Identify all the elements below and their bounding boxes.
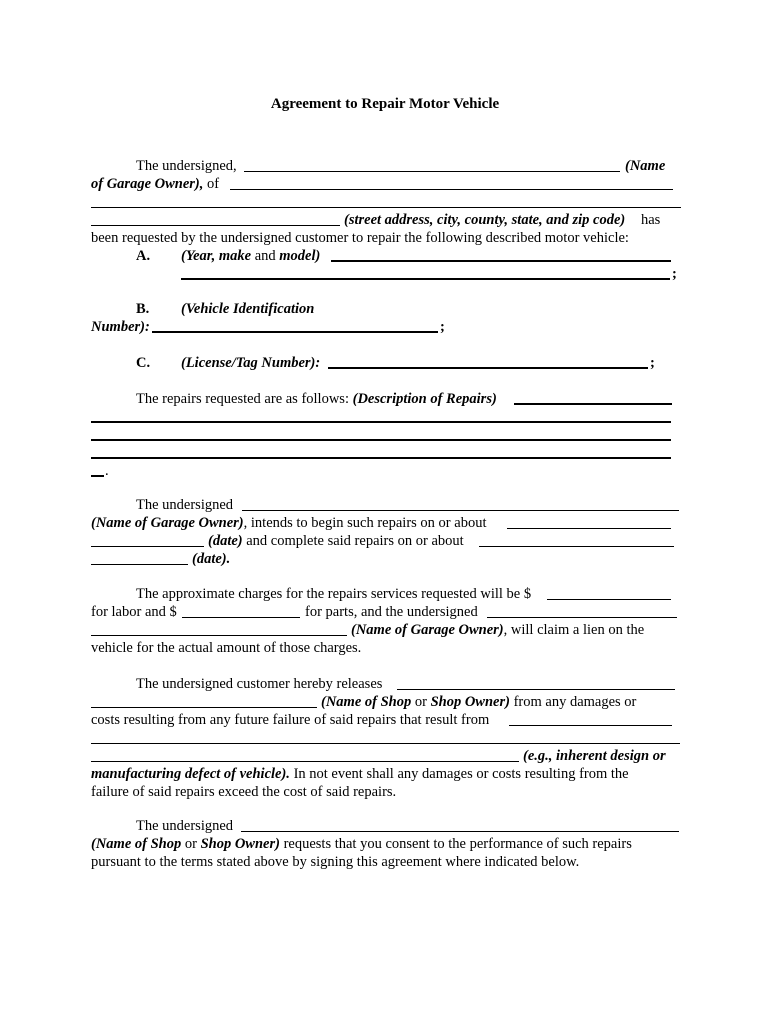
repairs-blank-5[interactable] [91,475,104,477]
dates-paragraph [91,496,681,568]
failure-text: failure of said repairs exceed the cost of said repairs. [91,784,397,800]
dates-owner-blank[interactable] [242,510,679,511]
dates-lead: The undersigned [136,497,234,513]
parts-amount-blank[interactable] [182,617,300,618]
undersigned-text: The undersigned, [136,158,237,174]
requests-text: requests that you consent to the performance of such repairs [283,836,632,852]
charges-owner-blank-1[interactable] [487,617,677,618]
year-make-model-blank-1[interactable] [331,260,671,262]
charges-owner-label: (Name of Garage Owner) [351,622,504,638]
claim-text: , will claim a lien on the [503,622,645,638]
charges-lead: The approximate charges for the repairs services requested will be $ [136,586,532,602]
costs-text: costs resulting from any future failure of said repairs that result from [91,712,490,728]
garage-owner-paragraph [91,157,681,283]
garage-address-blank-2[interactable] [91,207,681,208]
repairs-blank-1[interactable] [514,403,672,405]
failure-cause-blank-1[interactable] [509,725,672,726]
license-item [91,354,681,372]
garage-address-blank-1[interactable] [230,189,673,190]
complete-date-blank-2[interactable] [91,564,188,565]
model-label: model) [279,248,321,264]
consent-shop-blank[interactable] [241,831,679,832]
release-shop-blank-2[interactable] [91,707,317,708]
request-text: been requested by the undersigned customer to repair the following described motor vehicle: [91,230,629,246]
consent-shop-label: (Name of Shop [91,836,182,852]
repairs-paragraph [91,390,681,480]
consent-lead: The undersigned [136,818,234,834]
release-shop-label: (Name of Shop [321,694,412,710]
consent-paragraph [91,817,681,871]
garage-address-blank-3[interactable] [91,225,340,226]
defect-label: manufacturing defect of vehicle). [91,766,290,782]
eg-label: (e.g., inherent design or [523,748,666,764]
document-title: Agreement to Repair Motor Vehicle [270,96,500,112]
date-label-1: (date) [208,533,243,549]
intends-text: , intends to begin such repairs on or about [243,515,487,531]
pursuant-text: pursuant to the terms stated above by signing this agreement where indicated below. [91,854,580,870]
release-shop-blank-1[interactable] [397,689,675,690]
complete-date-blank-1[interactable] [479,546,674,547]
year-make-label: (Year, make [181,248,252,264]
repairs-blank-3[interactable] [91,439,671,441]
labor-amount-blank[interactable] [547,599,671,600]
vin-label-2: Number): [91,319,150,335]
item-a-letter: A. [136,248,151,264]
repairs-lead: The repairs requested are as follows: [136,391,349,407]
from-damages-text: from any damages or [513,694,637,710]
license-blank[interactable] [328,367,648,369]
repairs-end: . [105,463,109,479]
release-lead: The undersigned customer hereby releases [136,676,383,692]
name-label: (Name [625,158,666,174]
repairs-blank-4[interactable] [91,457,671,459]
release-shop-owner-label: Shop Owner) [430,694,510,710]
dates-owner-label: (Name of Garage Owner) [91,515,244,531]
item-c-letter: C. [136,355,151,371]
address-label: (street address, city, county, state, and zip code) [344,212,626,228]
consent-or-text: or [184,836,197,852]
garage-owner-label: of Garage Owner), [91,176,204,192]
description-label: (Description of Repairs) [352,391,497,407]
charges-paragraph [91,585,681,657]
item-b-end: ; [440,319,445,335]
begin-date-blank-1[interactable] [507,528,671,529]
item-b-letter: B. [136,301,150,317]
garage-owner-name-blank[interactable] [244,171,620,172]
failure-cause-blank-2[interactable] [91,743,680,744]
license-label: (License/Tag Number): [181,355,321,371]
parts-text: for parts, and the undersigned [305,604,478,620]
release-or-text: or [414,694,427,710]
of-text: of [207,176,220,192]
date-label-2: (date). [192,551,231,567]
item-a-end: ; [672,266,677,282]
has-text: has [641,212,661,228]
repairs-blank-2[interactable] [91,421,671,423]
vin-blank[interactable] [152,331,438,333]
labor-text: for labor and $ [91,604,177,620]
in-not-text: In not event shall any damages or costs resulting from the [293,766,629,782]
release-paragraph [91,675,681,801]
vin-item [91,300,681,336]
failure-cause-blank-3[interactable] [91,761,519,762]
year-make-model-blank-2[interactable] [181,278,670,280]
vehicle-text: vehicle for the actual amount of those charges. [91,640,362,656]
consent-shop-owner-label: Shop Owner) [200,836,280,852]
charges-owner-blank-2[interactable] [91,635,347,636]
and-text: and [254,248,276,264]
item-c-end: ; [650,355,655,371]
begin-date-blank-2[interactable] [91,546,204,547]
vin-label-1: (Vehicle Identification [181,301,315,317]
complete-text: and complete said repairs on or about [246,533,464,549]
